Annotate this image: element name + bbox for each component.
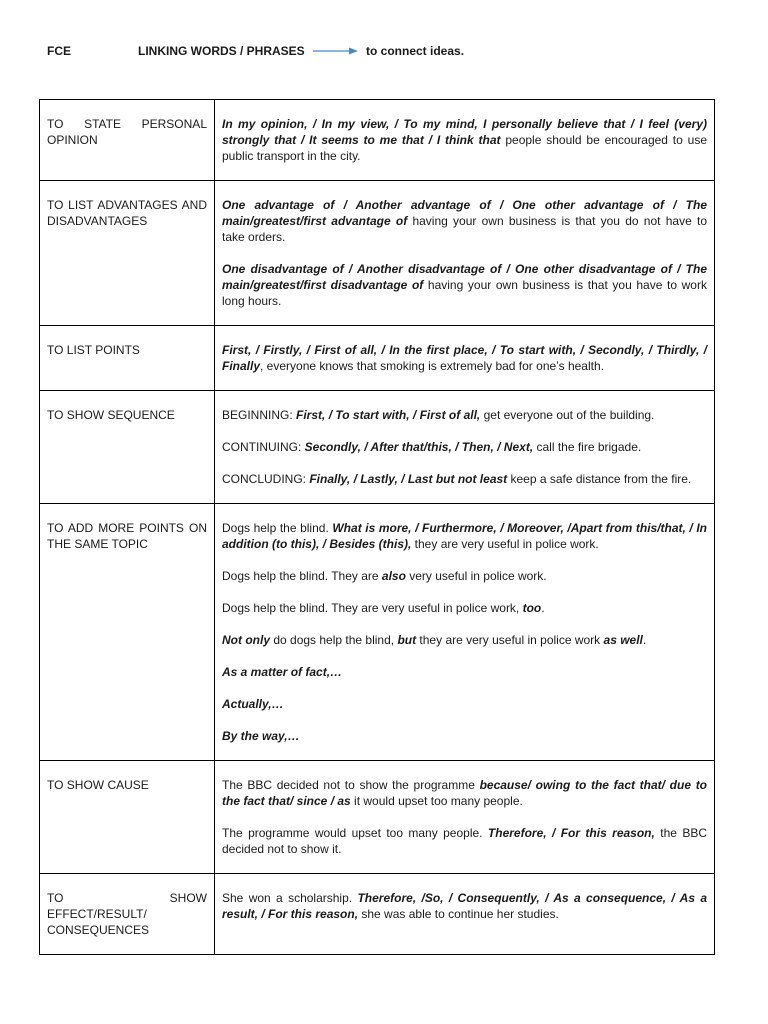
sentence-text: get everyone out of the building. [480,408,655,422]
row-category-label: TO SHOW EFFECT/RESULT/ CONSEQUENCES [40,874,215,955]
linking-words-table [39,99,715,955]
sentence-text: The BBC decided not to show the programme [222,778,480,792]
example-sentence [222,439,707,455]
exam-code: FCE [47,44,71,58]
example-sentence [222,632,707,648]
sentence-text: Dogs help the blind. They are very useful in police work, [222,601,523,615]
example-sentence [222,777,707,809]
sentence-text: very useful in police work. [405,569,547,583]
sentence-text: CONTINUING: [222,440,305,454]
example-sentence [222,890,707,922]
row-category-label: TO LIST POINTS [40,326,215,391]
row-category-label: TO SHOW SEQUENCE [40,391,215,504]
sentence-text: . [541,601,545,615]
example-sentence [222,261,707,309]
linking-phrase: One disadvantage of / Another disadvantage of / One other disadvantage of / The main/greatest/first disadvantage of [222,262,707,292]
example-sentence [222,600,707,616]
table-row [40,391,715,504]
sentence-text: Dogs help the blind. They are [222,569,382,583]
linking-phrase: Actually,… [222,697,284,711]
sentence-text: . [642,633,647,647]
sentence-text: call the fire brigade. [533,440,642,454]
row-example-cell [215,391,715,504]
page-title: LINKING WORDS / PHRASES [138,44,305,58]
sentence-text: CONCLUDING: [222,472,310,486]
row-example-cell [215,181,715,326]
linking-phrase: First, / Firstly, / First of all, / In the first place, / To start with, / Secondly, / Thirdly, / Finally [222,343,707,373]
row-category-label: TO STATE PERSONAL OPINION [40,100,215,181]
linking-phrase: but [397,633,417,647]
sentence-text: they are very useful in police work [416,633,604,647]
row-example-cell [215,874,715,955]
table-row [40,326,715,391]
sentence-text: Dogs help the blind. [222,521,333,535]
sentence-text: the BBC decided not to show it. [222,826,708,856]
linking-phrase: What is more, / Furthermore, / Moreover, /Apart from this/that, / In addition (to this), / Besides (this), [222,521,708,551]
linking-phrase: Therefore, /So, / Consequently, / As a consequence, / As a result, / For this reason, [222,891,708,921]
row-category-label: TO SHOW CAUSE [40,761,215,874]
sentence-text: people should be encouraged to use public transport in the city. [222,133,707,163]
sentence-text: having your own business is that you have to work long hours. [222,278,707,308]
row-category-label: TO LIST ADVANTAGES AND DISADVANTAGES [40,181,215,326]
table-row [40,761,715,874]
linking-phrase: Secondly, / After that/this, / Then, / Next, [304,440,534,454]
linking-phrase: Not only [222,633,270,647]
sentence-text: it would upset too many people. [350,794,523,808]
linking-phrase: By the way,… [222,729,300,743]
sentence-text: She won a scholarship. [222,891,358,905]
table-row [40,874,715,955]
linking-phrase: too [522,601,542,615]
linking-phrase: First, / To start with, / First of all, [296,408,481,422]
arrow-right-icon [313,46,359,56]
row-example-cell [215,504,715,761]
linking-phrase: Therefore, / For this reason, [487,826,655,840]
table-row [40,181,715,326]
example-sentence [222,520,707,552]
row-category-label: TO ADD MORE POINTS ON THE SAME TOPIC [40,504,215,761]
example-sentence [222,116,707,164]
linking-phrase: One advantage of / Another advantage of / One other advantage of / The main/greatest/first advantage of [222,198,707,228]
example-sentence [222,664,707,680]
header-subtitle: to connect ideas. [366,44,465,58]
example-sentence [222,342,707,374]
table-row [40,100,715,181]
sentence-text: , everyone knows that smoking is extremely bad for one’s health. [260,359,604,373]
linking-phrase: As a matter of fact,… [222,665,343,679]
row-example-cell [215,100,715,181]
linking-phrase: as well [603,633,643,647]
example-sentence [222,568,707,584]
example-sentence [222,728,707,744]
sentence-text: she was able to continue her studies. [358,907,559,921]
example-sentence [222,197,707,245]
sentence-text: The programme would upset too many people. [222,826,488,840]
example-sentence [222,696,707,712]
sentence-text: having your own business is that you do not have to take orders. [222,214,708,244]
linking-phrase: In my opinion, / In my view, / To my mind, I personally believe that / I feel (very) strongly that / It seems to me that / I think that [222,117,707,147]
example-sentence [222,471,707,487]
row-example-cell [215,326,715,391]
sentence-text: keep a safe distance from the fire. [507,472,692,486]
linking-phrase: because/ owing to the fact that/ due to the fact that/ since / as [222,778,708,808]
example-sentence [222,407,707,423]
table-row [40,504,715,761]
row-example-cell [215,761,715,874]
sentence-text: they are very useful in police work. [411,537,599,551]
linking-phrase: also [381,569,406,583]
linking-phrase: Finally, / Lastly, / Last but not least [309,472,508,486]
sentence-text: do dogs help the blind, [270,633,398,647]
example-sentence [222,825,707,857]
sentence-text: BEGINNING: [222,408,297,422]
